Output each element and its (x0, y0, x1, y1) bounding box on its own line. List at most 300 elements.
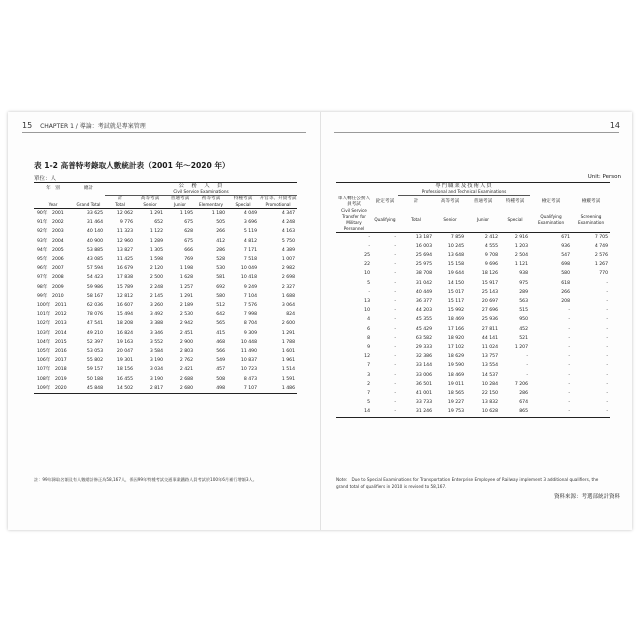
value-cell: 19 301 (116, 358, 133, 364)
value-cell: 1 207 (514, 344, 529, 350)
value-cell: 2 982 (281, 266, 296, 272)
value-cell: - (568, 326, 571, 332)
year-cell: 98年 2009 (37, 284, 64, 290)
value-cell: - (568, 400, 571, 406)
col-header-cn: 檢定考試 (541, 198, 561, 204)
value-cell: 53 885 (86, 247, 103, 253)
value-cell: 521 (519, 335, 529, 341)
value-cell: 10 284 (481, 381, 498, 387)
year-cell: 101年 2012 (37, 312, 67, 318)
table-row (336, 334, 610, 343)
value-cell: 16 607 (116, 303, 133, 309)
table-row (34, 218, 297, 227)
right-statistics-table (336, 182, 610, 418)
value-cell: 1 198 (179, 266, 193, 272)
value-cell: 7 104 (243, 293, 257, 299)
table-row (34, 255, 297, 264)
col-header-en: Junior (466, 208, 500, 233)
value-cell: 14 537 (481, 372, 498, 378)
value-cell: 1 195 (179, 211, 193, 216)
value-cell: - (606, 326, 609, 332)
value-cell: 2 680 (165, 384, 195, 394)
value-cell: 3 552 (149, 339, 163, 345)
value-cell: 618 (561, 280, 571, 286)
value-cell: - (568, 363, 571, 369)
value-cell: 19 011 (447, 381, 464, 387)
value-cell: 2 698 (281, 275, 296, 281)
table-row (34, 329, 297, 338)
value-cell: 31 042 (415, 280, 432, 286)
value-cell: 938 (519, 271, 529, 277)
table-caption: 表 1-2 高普特考錄取人數統計表（2001 年～2020 年） (34, 161, 230, 170)
value-cell: 12 (364, 354, 370, 360)
col-header-en: Total (105, 202, 135, 209)
value-cell: - (568, 372, 571, 378)
value-cell: 59 986 (86, 284, 103, 290)
year-cell: 95年 2006 (37, 257, 64, 263)
value-cell: - (572, 407, 610, 417)
value-cell: 1 007 (281, 257, 296, 263)
value-cell: 549 (216, 358, 225, 364)
value-cell: 2 803 (179, 349, 193, 355)
value-cell: 4 (367, 317, 370, 323)
value-cell: 13 757 (481, 354, 498, 360)
table-row (34, 246, 297, 255)
value-cell: 7 (367, 390, 370, 396)
table-row (336, 232, 610, 242)
value-cell: 2 688 (179, 376, 193, 382)
value-cell: 824 (286, 312, 296, 318)
year-cell: 104年 2015 (37, 339, 67, 345)
value-cell: 50 188 (86, 376, 103, 382)
value-cell: 19 644 (447, 271, 464, 277)
value-cell: 208 (561, 298, 571, 304)
table-row (336, 325, 610, 334)
value-cell: 692 (216, 284, 225, 290)
total-header-cn: 總計 (72, 183, 105, 196)
value-cell: 38 708 (415, 271, 432, 277)
year-cell: 96年 2007 (37, 266, 64, 272)
value-cell: 1 122 (149, 229, 163, 235)
table-row (336, 407, 610, 417)
value-cell: 15 789 (116, 284, 133, 290)
table-row (34, 356, 297, 365)
value-cell: 53 053 (86, 349, 103, 355)
value-cell: 40 140 (86, 229, 103, 235)
header-rule-right (334, 132, 619, 133)
col-header-cn: 升官等、升資考試 (259, 196, 297, 201)
value-cell: - (606, 289, 609, 295)
value-cell: - (606, 363, 609, 369)
value-cell: - (368, 234, 370, 240)
value-cell: 950 (519, 317, 529, 323)
value-cell: 286 (519, 390, 529, 396)
value-cell: 32 386 (415, 354, 432, 360)
value-cell: 2 327 (281, 284, 296, 290)
value-cell: 18 126 (481, 271, 498, 277)
table-row (336, 242, 610, 251)
total-header-en: Grand Total (72, 202, 105, 209)
value-cell: - (606, 308, 609, 314)
table-row (336, 352, 610, 361)
value-cell: 25 694 (415, 252, 432, 258)
value-cell: 59 157 (86, 367, 103, 373)
value-cell: 675 (184, 220, 193, 226)
value-cell: 1 305 (149, 247, 163, 253)
value-cell: 16 824 (116, 330, 133, 336)
table-row (336, 398, 610, 407)
value-cell: 652 (154, 220, 163, 226)
value-cell: - (394, 326, 396, 332)
value-cell: - (606, 354, 609, 360)
value-cell: 2 (367, 381, 370, 387)
table-row (336, 251, 610, 260)
table-row (336, 260, 610, 269)
table-row (336, 288, 610, 297)
col-header-cn: 特種考試 (505, 198, 525, 204)
value-cell: 1 291 (281, 330, 296, 336)
value-cell: 1 961 (281, 358, 296, 364)
value-cell: 266 (561, 289, 571, 295)
value-cell: 4 248 (281, 220, 296, 226)
value-cell: 770 (599, 271, 609, 277)
value-cell: - (394, 289, 396, 295)
table-row (34, 365, 297, 374)
value-cell: 2 412 (484, 234, 498, 240)
value-cell: - (394, 308, 396, 314)
value-cell: 2 500 (149, 275, 163, 281)
value-cell: 10 245 (447, 243, 464, 249)
year-cell: 103年 2014 (37, 330, 67, 336)
value-cell: 36 501 (415, 381, 432, 387)
value-cell: 13 827 (116, 247, 133, 253)
col-header-en: Screening Examination (572, 208, 610, 233)
value-cell: 18 920 (447, 335, 464, 341)
value-cell: 17 102 (447, 344, 464, 350)
value-cell: 4 049 (243, 211, 257, 216)
value-cell: - (394, 262, 396, 268)
year-header-en: Year (34, 202, 72, 209)
professional-group-en: Professional and Technical Examinations (398, 189, 530, 196)
value-cell: - (394, 280, 396, 286)
value-cell: 769 (184, 257, 193, 263)
value-cell: 3 064 (281, 303, 296, 309)
value-cell: - (394, 335, 396, 341)
table-row (34, 384, 297, 394)
value-cell: 5 750 (281, 238, 296, 244)
value-cell: 565 (216, 321, 225, 327)
value-cell: 33 733 (415, 400, 432, 406)
value-cell: 14 150 (447, 280, 464, 286)
col-header-cn: 特種考試 (233, 196, 253, 201)
table-row (34, 283, 297, 292)
value-cell: 3 346 (149, 330, 163, 336)
value-cell: 19 590 (447, 363, 464, 369)
value-cell: 5 (367, 280, 370, 286)
table-row (34, 237, 297, 246)
value-cell: 16 679 (116, 266, 133, 272)
value-cell: 15 158 (447, 262, 464, 268)
value-cell: 547 (561, 252, 571, 258)
col-header-en: Qualifying Examination (530, 208, 572, 233)
value-cell: 1 267 (594, 262, 609, 268)
value-cell: 8 704 (243, 321, 257, 327)
value-cell: - (394, 317, 396, 323)
table-row (34, 227, 297, 236)
value-cell: 19 163 (116, 339, 133, 345)
value-cell: 7 (367, 363, 370, 369)
value-cell: 1 180 (211, 211, 225, 216)
value-cell: 63 582 (415, 335, 432, 341)
value-cell: - (568, 308, 571, 314)
col-header-cn: 檢覈考試 (581, 198, 601, 204)
value-cell: 2 120 (149, 266, 163, 272)
value-cell: 12 062 (116, 211, 133, 216)
value-cell: - (394, 234, 396, 240)
value-cell: 266 (216, 229, 225, 235)
value-cell: - (568, 381, 571, 387)
value-cell: 16 455 (116, 376, 133, 382)
col-header-cn: 軍人轉任公務人員考試 (337, 195, 371, 207)
year-cell: 102年 2013 (37, 321, 67, 327)
page-gutter (320, 112, 321, 530)
unit-label-cn: 單位：人 (34, 176, 57, 182)
col-header-cn: 銓定考試 (375, 198, 395, 204)
value-cell: 2 421 (179, 367, 193, 373)
value-cell: 4 749 (594, 243, 609, 249)
value-cell: 31 464 (86, 220, 103, 226)
value-cell: 45 429 (415, 326, 432, 332)
value-cell: 9 309 (243, 330, 257, 336)
value-cell: 1 598 (149, 257, 163, 263)
value-cell: 671 (561, 234, 571, 240)
value-cell: 20 047 (116, 349, 133, 355)
value-cell: 15 117 (447, 298, 464, 304)
value-cell: 18 469 (447, 317, 464, 323)
table-row (336, 371, 610, 380)
value-cell: 9 249 (243, 284, 257, 290)
value-cell: 2 916 (514, 234, 529, 240)
year-cell: 107年 2018 (37, 367, 67, 373)
table-row (34, 301, 297, 310)
value-cell: 3 (367, 372, 370, 378)
table-row (336, 389, 610, 398)
year-cell: 99年 2010 (37, 293, 64, 299)
value-cell: 3 584 (149, 349, 163, 355)
year-cell: 100年 2011 (37, 303, 67, 309)
value-cell: 27 696 (481, 308, 498, 314)
value-cell: 865 (500, 407, 530, 417)
value-cell: 15 494 (116, 312, 133, 318)
value-cell: 505 (216, 220, 225, 226)
value-cell: 512 (216, 303, 225, 309)
value-cell: 2 145 (149, 293, 163, 299)
value-cell: 13 187 (415, 234, 432, 240)
year-cell: 94年 2005 (37, 247, 64, 253)
table-row (34, 273, 297, 282)
value-cell: 1 486 (259, 384, 297, 394)
value-cell: 563 (519, 298, 529, 304)
col-header-en: Junior (165, 202, 195, 209)
value-cell: 40 449 (415, 289, 432, 295)
value-cell: 55 802 (86, 358, 103, 364)
year-header-cn: 年 別 (34, 183, 72, 196)
left-running-title: CHAPTER 1 / 導論：考試就是專案管理 (40, 123, 146, 130)
value-cell: 10 448 (240, 339, 257, 345)
value-cell: 7 518 (243, 257, 257, 263)
value-cell: 3 696 (243, 220, 257, 226)
value-cell: 58 167 (86, 293, 103, 299)
value-cell: 29 333 (415, 344, 432, 350)
value-cell: - (606, 372, 609, 378)
value-cell: - (372, 407, 398, 417)
value-cell: 18 156 (116, 367, 133, 373)
value-cell: 4 812 (243, 238, 257, 244)
value-cell: 2 817 (135, 384, 165, 394)
value-cell: 3 492 (149, 312, 163, 318)
value-cell: - (606, 335, 609, 341)
value-cell: 2 762 (179, 358, 193, 364)
table-row (336, 306, 610, 315)
value-cell: - (530, 407, 572, 417)
col-header-cn: 普通考試 (170, 196, 190, 201)
value-cell: - (394, 243, 396, 249)
value-cell: 13 648 (447, 252, 464, 258)
value-cell: 580 (561, 271, 571, 277)
value-cell: 1 628 (179, 275, 193, 281)
value-cell: 415 (216, 330, 225, 336)
value-cell: - (394, 363, 396, 369)
value-cell: 18 629 (447, 354, 464, 360)
value-cell: 452 (519, 326, 529, 332)
value-cell: 25 143 (481, 289, 498, 295)
value-cell: 19 753 (434, 407, 466, 417)
col-header-cn: 普通考試 (473, 198, 493, 204)
value-cell: - (606, 280, 609, 286)
data-source: 資料來源：考選部統計資料 (553, 494, 620, 500)
value-cell: 628 (184, 229, 193, 235)
value-cell: 936 (561, 243, 571, 249)
value-cell: 1 591 (281, 376, 296, 382)
left-page-number: 15 (22, 121, 33, 130)
unit-label-en: Unit: Person (587, 174, 621, 180)
value-cell: 468 (216, 339, 225, 345)
col-header-en: Special (500, 208, 530, 233)
value-cell: 33 006 (415, 372, 432, 378)
value-cell: 25 (364, 252, 370, 258)
table-row (34, 375, 297, 384)
value-cell: - (568, 317, 571, 323)
value-cell: 3 260 (149, 303, 163, 309)
value-cell: 3 388 (149, 321, 163, 327)
value-cell: 54 423 (86, 275, 103, 281)
value-cell: 2 576 (594, 252, 609, 258)
value-cell: 25 936 (481, 317, 498, 323)
value-cell: 10 (364, 308, 370, 314)
value-cell: - (394, 381, 396, 387)
value-cell: 9 708 (484, 252, 498, 258)
value-cell: - (568, 335, 571, 341)
value-cell: 33 625 (86, 211, 103, 216)
value-cell: 8 473 (243, 376, 257, 382)
table-row (34, 209, 297, 219)
value-cell: 515 (519, 308, 529, 314)
table-row (34, 347, 297, 356)
value-cell: 1 514 (281, 367, 296, 373)
value-cell: 18 469 (447, 372, 464, 378)
left-statistics-table (34, 182, 297, 394)
value-cell: 9 696 (484, 262, 498, 268)
value-cell: - (368, 243, 370, 249)
value-cell: 7 859 (450, 234, 464, 240)
value-cell: 457 (216, 367, 225, 373)
value-cell: 10 418 (240, 275, 257, 281)
value-cell: 581 (216, 275, 225, 281)
value-cell: 17 166 (447, 326, 464, 332)
value-cell: 12 812 (116, 293, 133, 299)
value-cell: 10 (364, 271, 370, 277)
value-cell: 674 (519, 400, 529, 406)
value-cell: - (606, 298, 609, 304)
year-cell: 109年 2020 (34, 384, 72, 394)
col-header-en: Total (398, 208, 434, 233)
value-cell: 19 227 (447, 400, 464, 406)
col-header-en: Civil Service Transfer for Military Personnel (336, 208, 372, 233)
col-header-en: Promotional (259, 202, 297, 209)
table-row (34, 338, 297, 347)
value-cell: 5 119 (243, 229, 257, 235)
value-cell: 7 171 (243, 247, 257, 253)
value-cell: - (394, 298, 396, 304)
civil-service-group-en: Civil Service Examinations (105, 189, 297, 196)
value-cell: 1 257 (179, 284, 193, 290)
civil-service-group-cn: 公 務 人 員 (105, 183, 297, 190)
value-cell: 675 (184, 238, 193, 244)
value-cell: 40 900 (86, 238, 103, 244)
value-cell: 4 555 (484, 243, 498, 249)
year-cell: 91年 2002 (37, 220, 64, 226)
value-cell: - (606, 344, 609, 350)
value-cell: 49 210 (86, 330, 103, 336)
year-cell: 93年 2004 (37, 238, 64, 244)
value-cell: 3 190 (149, 376, 163, 382)
table-row (336, 343, 610, 352)
value-cell: 7 705 (594, 234, 609, 240)
table-row (336, 361, 610, 370)
table-row (336, 269, 610, 278)
value-cell: 580 (216, 293, 225, 299)
value-cell: 2 451 (179, 330, 193, 336)
col-header-cn: 計 (413, 198, 419, 204)
value-cell: 7 107 (227, 384, 259, 394)
value-cell: 11 024 (481, 344, 498, 350)
value-cell: 27 811 (481, 326, 498, 332)
value-cell: - (606, 381, 609, 387)
col-header-en: Elementary (195, 202, 227, 209)
value-cell: - (394, 400, 396, 406)
value-cell: 698 (561, 262, 571, 268)
year-cell: 92年 2003 (37, 229, 64, 235)
value-cell: 36 377 (415, 298, 432, 304)
value-cell: 3 190 (149, 358, 163, 364)
col-header-en: Senior (135, 202, 165, 209)
value-cell: 18 208 (116, 321, 133, 327)
value-cell: 78 076 (86, 312, 103, 318)
value-cell: 508 (216, 376, 225, 382)
value-cell: 15 992 (447, 308, 464, 314)
value-cell: 2 530 (179, 312, 193, 318)
value-cell: 8 (367, 335, 370, 341)
